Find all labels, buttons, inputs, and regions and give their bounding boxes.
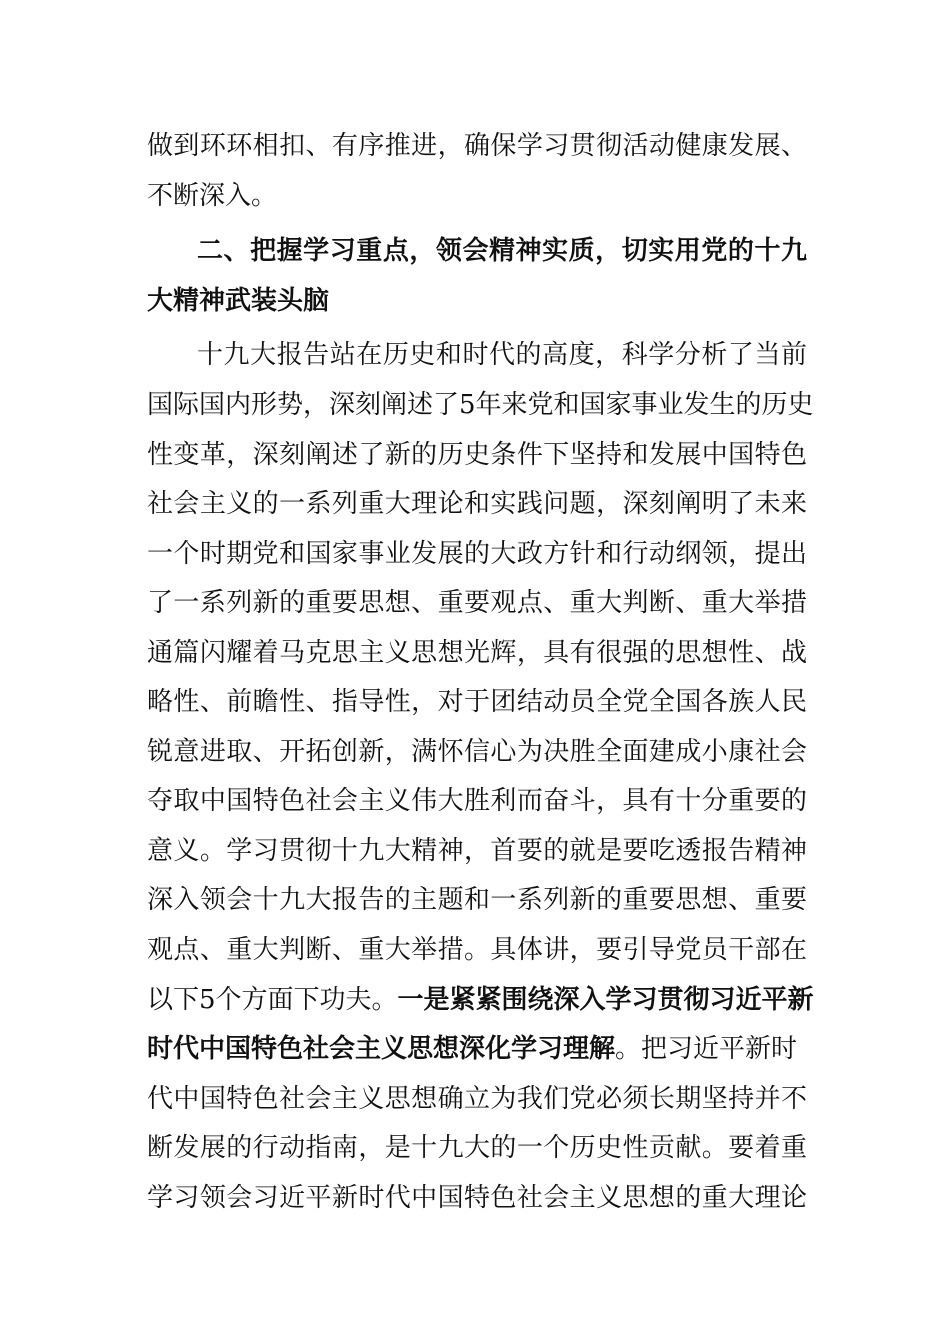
body-line-12: 夺取中国特色社会主义伟大胜利而奋斗，具有十分重要的: [147, 786, 807, 816]
body-line-13: 意义。学习贯彻十九大精神，首要的就是要吃透报告精神: [147, 836, 807, 866]
body-line-4: 国际国内形势，深刻阐述了5年来党和国家事业发生的历史: [147, 390, 814, 420]
body-line-7: 一个时期党和国家事业发展的大政方针和行动纲领，提出: [147, 539, 807, 569]
body-line-2: 不断深入。: [147, 181, 278, 211]
body-line-17-plain: 。把习近平新时: [615, 1034, 798, 1064]
section-heading-line-1: 二、把握学习重点，领会精神实质，切实用党的十九: [197, 236, 807, 266]
body-line-20: 学习领会习近平新时代中国特色社会主义思想的重大理论: [147, 1183, 807, 1213]
body-line-19: 断发展的行动指南，是十九大的一个历史性贡献。要着重: [147, 1133, 807, 1163]
body-line-15: 观点、重大判断、重大举措。具体讲，要引导党员干部在: [147, 935, 807, 965]
body-line-5: 性变革，深刻阐述了新的历史条件下坚持和发展中国特色: [147, 440, 807, 470]
body-line-3: 十九大报告站在历史和时代的高度，科学分析了当前: [197, 340, 807, 370]
emphasis-text-2: 时代中国特色社会主义思想深化学习理解: [147, 1034, 616, 1064]
body-line-14: 深入领会十九大报告的主题和一系列新的重要思想、重要: [147, 885, 807, 915]
body-line-9: 通篇闪耀着马克思主义思想光辉，具有很强的思想性、战: [147, 638, 807, 668]
body-line-18: 代中国特色社会主义思想确立为我们党必须长期坚持并不: [147, 1084, 807, 1114]
section-heading-line-2: 大精神武装头脑: [147, 286, 330, 316]
body-line-17: [147, 1031, 807, 1067]
body-line-6: 社会主义的一系列重大理论和实践问题，深刻阐明了未来: [147, 489, 807, 519]
body-line-8: 了一系列新的重要思想、重要观点、重大判断、重大举措: [147, 588, 807, 618]
body-line-16-plain: 以下5个方面下功夫。: [147, 985, 398, 1015]
emphasis-text-1: 一是紧紧围绕深入学习贯彻习近平新: [397, 985, 814, 1015]
body-line-11: 锐意进取、开拓创新，满怀信心为决胜全面建成小康社会: [147, 737, 807, 767]
body-line-1: 做到环环相扣、有序推进，确保学习贯彻活动健康发展、: [147, 131, 807, 161]
body-line-10: 略性、前瞻性、指导性，对于团结动员全党全国各族人民: [147, 687, 807, 717]
body-line-16: [147, 982, 814, 1018]
